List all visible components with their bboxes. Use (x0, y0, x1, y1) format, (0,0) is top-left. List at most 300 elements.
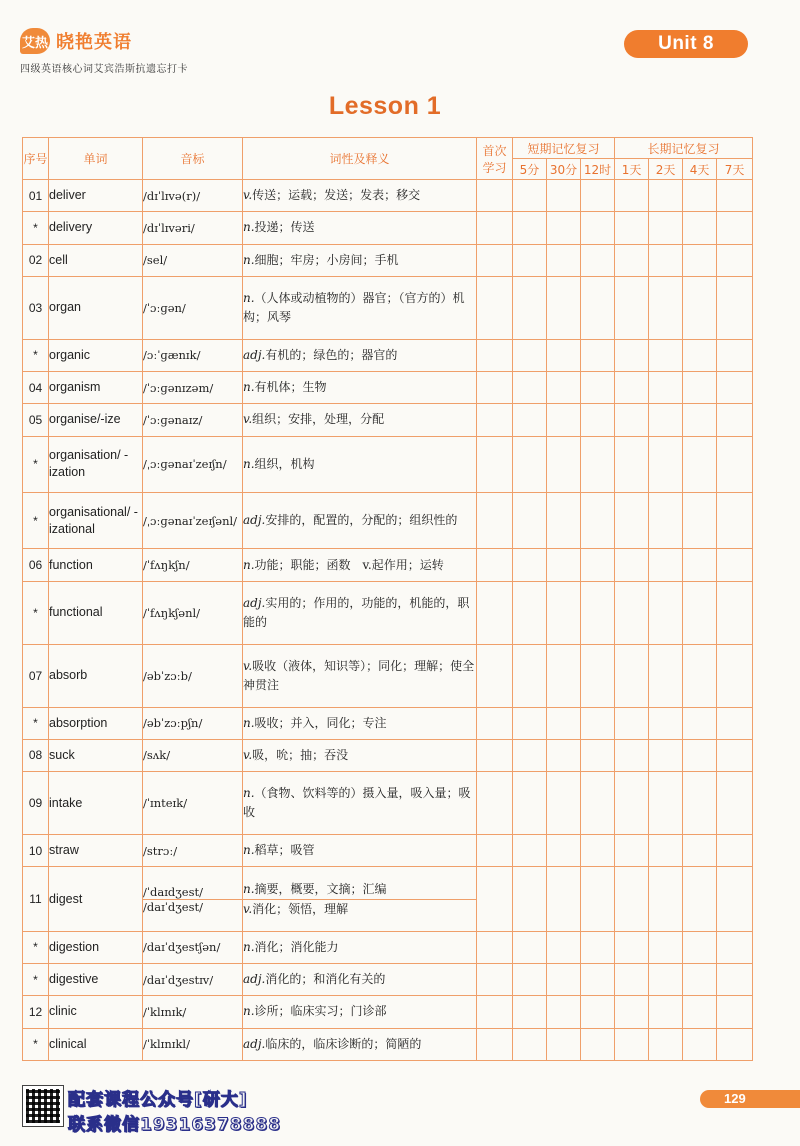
checkin-cell[interactable] (513, 644, 547, 707)
checkin-cell[interactable] (615, 996, 649, 1028)
checkin-cell[interactable] (615, 707, 649, 739)
review-interval-header: 30分 (547, 159, 581, 180)
checkin-cell[interactable] (717, 739, 753, 771)
checkin-cell[interactable] (683, 276, 717, 339)
checkin-cell[interactable] (649, 276, 683, 339)
checkin-cell[interactable] (717, 212, 753, 244)
word: straw (49, 835, 143, 867)
word: digestion (49, 931, 143, 963)
phonetic: /strɔː/ (143, 835, 243, 867)
checkin-cell[interactable] (477, 180, 513, 212)
checkin-cell[interactable] (513, 867, 547, 932)
checkin-cell[interactable] (477, 644, 513, 707)
meaning: 消化的；和消化有关的 (265, 972, 386, 987)
part-of-speech: n. (243, 290, 255, 305)
checkin-cell[interactable] (615, 581, 649, 644)
checkin-cell[interactable] (477, 404, 513, 436)
checkin-cell[interactable] (581, 492, 615, 548)
checkin-cell[interactable] (615, 739, 649, 771)
checkin-cell[interactable] (683, 835, 717, 867)
checkin-cell[interactable] (649, 371, 683, 403)
word: clinic (49, 996, 143, 1028)
row-number: * (23, 339, 49, 371)
checkin-cell[interactable] (683, 436, 717, 492)
word: organism (49, 371, 143, 403)
checkin-cell[interactable] (717, 835, 753, 867)
checkin-cell[interactable] (683, 996, 717, 1028)
word: intake (49, 772, 143, 835)
checkin-cell[interactable] (547, 436, 581, 492)
phonetic: /ɔːˈɡænɪk/ (143, 339, 243, 371)
checkin-cell[interactable] (615, 931, 649, 963)
checkin-cell[interactable] (513, 739, 547, 771)
checkin-cell[interactable] (581, 404, 615, 436)
phonetic: /ˈɔːɡənɪzəm/ (143, 371, 243, 403)
vocab-row (23, 492, 753, 548)
checkin-cell[interactable] (513, 772, 547, 835)
checkin-cell[interactable] (683, 964, 717, 996)
vocab-row (23, 549, 753, 581)
definition (243, 644, 477, 707)
checkin-cell[interactable] (683, 931, 717, 963)
checkin-cell[interactable] (615, 1028, 649, 1060)
checkin-cell[interactable] (649, 739, 683, 771)
checkin-cell[interactable] (615, 772, 649, 835)
row-number: 10 (23, 835, 49, 867)
definition (243, 180, 477, 212)
part-of-speech: adj. (243, 1036, 266, 1051)
checkin-cell[interactable] (581, 867, 615, 932)
definition (243, 276, 477, 339)
definition (243, 549, 477, 581)
checkin-cell[interactable] (683, 739, 717, 771)
checkin-cell[interactable] (717, 707, 753, 739)
checkin-cell[interactable] (513, 212, 547, 244)
part-of-speech: n. (243, 557, 255, 572)
checkin-cell[interactable] (581, 644, 615, 707)
word: digest (49, 867, 143, 932)
checkin-cell[interactable] (615, 244, 649, 276)
row-number: 06 (23, 549, 49, 581)
checkin-cell[interactable] (683, 867, 717, 932)
checkin-cell[interactable] (717, 867, 753, 932)
part-of-speech: n. (243, 380, 255, 395)
word: deliver (49, 180, 143, 212)
checkin-cell[interactable] (717, 492, 753, 548)
checkin-cell[interactable] (581, 739, 615, 771)
checkin-cell[interactable] (581, 581, 615, 644)
checkin-cell[interactable] (615, 835, 649, 867)
checkin-cell[interactable] (717, 931, 753, 963)
part-of-speech: n. (243, 220, 255, 235)
vocab-row (23, 212, 753, 244)
meaning: 实用的；作用的，功能的，机能的，职能的 (243, 595, 470, 629)
part-of-speech: v. (243, 901, 253, 916)
checkin-cell[interactable] (581, 436, 615, 492)
checkin-cell[interactable] (547, 212, 581, 244)
checkin-cell[interactable] (547, 339, 581, 371)
vocab-row (23, 1028, 753, 1060)
checkin-cell[interactable] (513, 996, 547, 1028)
checkin-cell[interactable] (477, 1028, 513, 1060)
review-interval-header: 1天 (615, 159, 649, 180)
checkin-cell[interactable] (477, 835, 513, 867)
meaning: 吸，吮；抽；吞没 (252, 747, 349, 762)
checkin-cell[interactable] (513, 492, 547, 548)
vocab-row (23, 707, 753, 739)
checkin-cell[interactable] (717, 404, 753, 436)
checkin-cell[interactable] (547, 1028, 581, 1060)
header-word: 单词 (49, 138, 143, 180)
checkin-cell[interactable] (649, 707, 683, 739)
checkin-cell[interactable] (615, 212, 649, 244)
checkin-cell[interactable] (513, 931, 547, 963)
checkin-cell[interactable] (477, 371, 513, 403)
checkin-cell[interactable] (477, 549, 513, 581)
definition (243, 835, 477, 867)
checkin-cell[interactable] (649, 996, 683, 1028)
checkin-cell[interactable] (547, 276, 581, 339)
checkin-cell[interactable] (683, 707, 717, 739)
meaning: 吸收；并入，同化；专注 (254, 715, 387, 730)
checkin-cell[interactable] (683, 644, 717, 707)
checkin-cell[interactable] (477, 244, 513, 276)
vocab-row (23, 244, 753, 276)
checkin-cell[interactable] (513, 581, 547, 644)
vocab-row (23, 835, 753, 867)
part-of-speech: n. (243, 715, 255, 730)
meaning: 安排的，配置的，分配的；组织性的 (265, 513, 458, 528)
row-number: 08 (23, 739, 49, 771)
part-of-speech: v. (243, 747, 253, 762)
checkin-cell[interactable] (547, 492, 581, 548)
word: function (49, 549, 143, 581)
row-number: 02 (23, 244, 49, 276)
checkin-cell[interactable] (717, 772, 753, 835)
part-of-speech: n. (243, 881, 255, 896)
phonetic: /daɪˈdʒestʃən/ (143, 931, 243, 963)
checkin-cell[interactable] (615, 492, 649, 548)
word: cell (49, 244, 143, 276)
row-number: 12 (23, 996, 49, 1028)
checkin-cell[interactable] (615, 180, 649, 212)
checkin-cell[interactable] (615, 371, 649, 403)
part-of-speech: n. (243, 456, 255, 471)
checkin-cell[interactable] (717, 964, 753, 996)
vocab-row (23, 404, 753, 436)
row-number: 03 (23, 276, 49, 339)
checkin-cell[interactable] (513, 436, 547, 492)
header-number: 序号 (23, 138, 49, 180)
checkin-cell[interactable] (581, 212, 615, 244)
definition (243, 212, 477, 244)
checkin-cell[interactable] (547, 180, 581, 212)
row-number: * (23, 581, 49, 644)
checkin-cell[interactable] (581, 244, 615, 276)
checkin-cell[interactable] (581, 371, 615, 403)
definition (243, 244, 477, 276)
checkin-cell[interactable] (649, 772, 683, 835)
checkin-cell[interactable] (717, 549, 753, 581)
checkin-cell[interactable] (649, 180, 683, 212)
checkin-cell[interactable] (547, 867, 581, 932)
definition (243, 1028, 477, 1060)
word: organise/-ize (49, 404, 143, 436)
definition (243, 772, 477, 835)
meaning: （人体或动植物的）器官；（官方的）机构；风琴 (243, 290, 465, 324)
checkin-cell[interactable] (547, 371, 581, 403)
checkin-cell[interactable] (649, 835, 683, 867)
phonetic: /ˈfʌŋkʃənl/ (143, 581, 243, 644)
row-number: 09 (23, 772, 49, 835)
definition (243, 492, 477, 548)
checkin-cell[interactable] (615, 404, 649, 436)
header-definition: 词性及释义 (243, 138, 477, 180)
checkin-cell[interactable] (547, 244, 581, 276)
definition (243, 964, 477, 996)
vocab-row (23, 644, 753, 707)
checkin-cell[interactable] (477, 739, 513, 771)
checkin-cell[interactable] (717, 180, 753, 212)
vocab-row (23, 772, 753, 835)
definition (243, 339, 477, 371)
vocab-row (23, 436, 753, 492)
vocab-row (23, 964, 753, 996)
checkin-cell[interactable] (717, 276, 753, 339)
checkin-cell[interactable] (683, 549, 717, 581)
checkin-cell[interactable] (581, 996, 615, 1028)
checkin-cell[interactable] (683, 244, 717, 276)
checkin-cell[interactable] (683, 339, 717, 371)
checkin-cell[interactable] (477, 707, 513, 739)
checkin-cell[interactable] (547, 964, 581, 996)
checkin-cell[interactable] (717, 581, 753, 644)
meaning: 功能；职能；函数 v.起作用；运转 (254, 557, 444, 572)
row-number: * (23, 436, 49, 492)
checkin-cell[interactable] (547, 931, 581, 963)
checkin-cell[interactable] (615, 339, 649, 371)
checkin-cell[interactable] (477, 581, 513, 644)
checkin-cell[interactable] (513, 371, 547, 403)
checkin-cell[interactable] (581, 931, 615, 963)
header-first-study: 首次学习 (477, 138, 513, 180)
checkin-cell[interactable] (649, 339, 683, 371)
phonetic: /ˈɪnteɪk/ (143, 772, 243, 835)
row-number: * (23, 212, 49, 244)
checkin-cell[interactable] (513, 964, 547, 996)
checkin-cell[interactable] (717, 371, 753, 403)
checkin-cell[interactable] (649, 644, 683, 707)
checkin-cell[interactable] (717, 644, 753, 707)
vocab-row (23, 339, 753, 371)
vocabulary-table (22, 137, 753, 1061)
vocab-row (23, 996, 753, 1028)
checkin-cell[interactable] (615, 276, 649, 339)
part-of-speech: adj. (243, 347, 266, 362)
checkin-cell[interactable] (615, 644, 649, 707)
checkin-cell[interactable] (649, 867, 683, 932)
review-interval-header: 2天 (649, 159, 683, 180)
definition (243, 581, 477, 644)
phonetic: /ˈklɪnɪk/ (143, 996, 243, 1028)
review-interval-header: 4天 (683, 159, 717, 180)
definition (243, 739, 477, 771)
phonetic: /dɪˈlɪvə(r)/ (143, 180, 243, 212)
checkin-cell[interactable] (581, 549, 615, 581)
checkin-cell[interactable] (513, 835, 547, 867)
part-of-speech: n. (243, 786, 255, 801)
checkin-cell[interactable] (717, 244, 753, 276)
phonetic: /ˈɔːɡən/ (143, 276, 243, 339)
word: digestive (49, 964, 143, 996)
checkin-cell[interactable] (513, 276, 547, 339)
checkin-cell[interactable] (513, 339, 547, 371)
checkin-cell[interactable] (547, 549, 581, 581)
part-of-speech: adj. (243, 972, 266, 987)
phonetic: /dɪˈlɪvəri/ (143, 212, 243, 244)
checkin-cell[interactable] (615, 436, 649, 492)
checkin-cell[interactable] (547, 707, 581, 739)
checkin-cell[interactable] (513, 180, 547, 212)
checkin-cell[interactable] (649, 549, 683, 581)
checkin-cell[interactable] (717, 436, 753, 492)
vocab-row (23, 931, 753, 963)
checkin-cell[interactable] (649, 212, 683, 244)
checkin-cell[interactable] (477, 436, 513, 492)
phonetic: /əbˈzɔːpʃn/ (143, 707, 243, 739)
checkin-cell[interactable] (547, 739, 581, 771)
checkin-cell[interactable] (477, 931, 513, 963)
review-interval-header: 12时 (581, 159, 615, 180)
checkin-cell[interactable] (547, 996, 581, 1028)
checkin-cell[interactable] (683, 212, 717, 244)
checkin-cell[interactable] (581, 276, 615, 339)
checkin-cell[interactable] (717, 1028, 753, 1060)
checkin-cell[interactable] (683, 492, 717, 548)
checkin-cell[interactable] (649, 581, 683, 644)
footer-contact: 联系微信19316378888 (68, 1115, 282, 1135)
review-interval-header: 7天 (717, 159, 753, 180)
book-subtitle: 四级英语核心词艾宾浩斯抗遗忘打卡 (20, 64, 188, 75)
checkin-cell[interactable] (581, 964, 615, 996)
word: suck (49, 739, 143, 771)
row-number: * (23, 1028, 49, 1060)
checkin-cell[interactable] (547, 772, 581, 835)
checkin-cell[interactable] (649, 436, 683, 492)
checkin-cell[interactable] (581, 180, 615, 212)
phonetic: /daɪˈdʒestɪv/ (143, 964, 243, 996)
checkin-cell[interactable] (683, 772, 717, 835)
word: organisation/ -ization (49, 436, 143, 492)
header-phonetic: 音标 (143, 138, 243, 180)
checkin-cell[interactable] (649, 964, 683, 996)
phonetic: /ˈklɪnɪkl/ (143, 1028, 243, 1060)
checkin-cell[interactable] (581, 1028, 615, 1060)
checkin-cell[interactable] (649, 404, 683, 436)
word: absorption (49, 707, 143, 739)
row-number: * (23, 931, 49, 963)
review-interval-header: 5分 (513, 159, 547, 180)
checkin-cell[interactable] (615, 867, 649, 932)
checkin-cell[interactable] (547, 644, 581, 707)
checkin-cell[interactable] (547, 835, 581, 867)
checkin-cell[interactable] (477, 339, 513, 371)
vocab-row (23, 371, 753, 403)
checkin-cell[interactable] (477, 276, 513, 339)
word: organ (49, 276, 143, 339)
row-number: * (23, 492, 49, 548)
checkin-cell[interactable] (513, 707, 547, 739)
checkin-cell[interactable] (477, 964, 513, 996)
checkin-cell[interactable] (581, 772, 615, 835)
meaning: 摘要，概要，文摘；汇编 (254, 881, 387, 896)
checkin-cell[interactable] (581, 835, 615, 867)
row-number: 05 (23, 404, 49, 436)
part-of-speech: n. (243, 1004, 255, 1019)
brand-logo (20, 28, 132, 54)
checkin-cell[interactable] (649, 1028, 683, 1060)
vocab-row (23, 276, 753, 339)
checkin-cell[interactable] (547, 581, 581, 644)
checkin-cell[interactable] (513, 244, 547, 276)
row-number: * (23, 964, 49, 996)
qr-code (22, 1085, 64, 1127)
part-of-speech: v. (243, 412, 253, 427)
checkin-cell[interactable] (683, 1028, 717, 1060)
checkin-cell[interactable] (513, 1028, 547, 1060)
meaning: 消化；领悟，理解 (252, 901, 349, 916)
phonetic: /ˈɔːɡənaɪz/ (143, 404, 243, 436)
meaning: 有机的；绿色的；器官的 (265, 347, 398, 362)
checkin-cell[interactable] (513, 404, 547, 436)
vocab-row (23, 867, 753, 932)
row-number: 07 (23, 644, 49, 707)
vocab-row (23, 739, 753, 771)
checkin-cell[interactable] (717, 996, 753, 1028)
checkin-cell[interactable] (649, 492, 683, 548)
checkin-cell[interactable] (477, 867, 513, 932)
checkin-cell[interactable] (649, 931, 683, 963)
page-number: 129 (700, 1090, 800, 1108)
phonetic (143, 867, 243, 932)
checkin-cell[interactable] (615, 549, 649, 581)
meaning: 吸收（液体，知识等）；同化；理解；使全神贯注 (243, 658, 475, 692)
checkin-cell[interactable] (477, 212, 513, 244)
meaning: 组织；安排，处理，分配 (252, 412, 385, 427)
checkin-cell[interactable] (683, 180, 717, 212)
checkin-cell[interactable] (717, 339, 753, 371)
checkin-cell[interactable] (477, 772, 513, 835)
checkin-cell[interactable] (581, 339, 615, 371)
word: organisational/ -izational (49, 492, 143, 548)
checkin-cell[interactable] (683, 581, 717, 644)
checkin-cell[interactable] (649, 244, 683, 276)
checkin-cell[interactable] (683, 371, 717, 403)
checkin-cell[interactable] (683, 404, 717, 436)
checkin-cell[interactable] (477, 996, 513, 1028)
checkin-cell[interactable] (547, 404, 581, 436)
meaning: （食物、饮料等的）摄入量，吸入量；吸收 (243, 786, 471, 820)
phonetic-verb: /daɪˈdʒest/ (143, 899, 203, 914)
part-of-speech: n. (243, 843, 255, 858)
brand-name: 晓艳英语 (56, 32, 132, 53)
checkin-cell[interactable] (477, 492, 513, 548)
row-number: 04 (23, 371, 49, 403)
checkin-cell[interactable] (581, 707, 615, 739)
checkin-cell[interactable] (513, 549, 547, 581)
checkin-cell[interactable] (615, 964, 649, 996)
row-number: 01 (23, 180, 49, 212)
